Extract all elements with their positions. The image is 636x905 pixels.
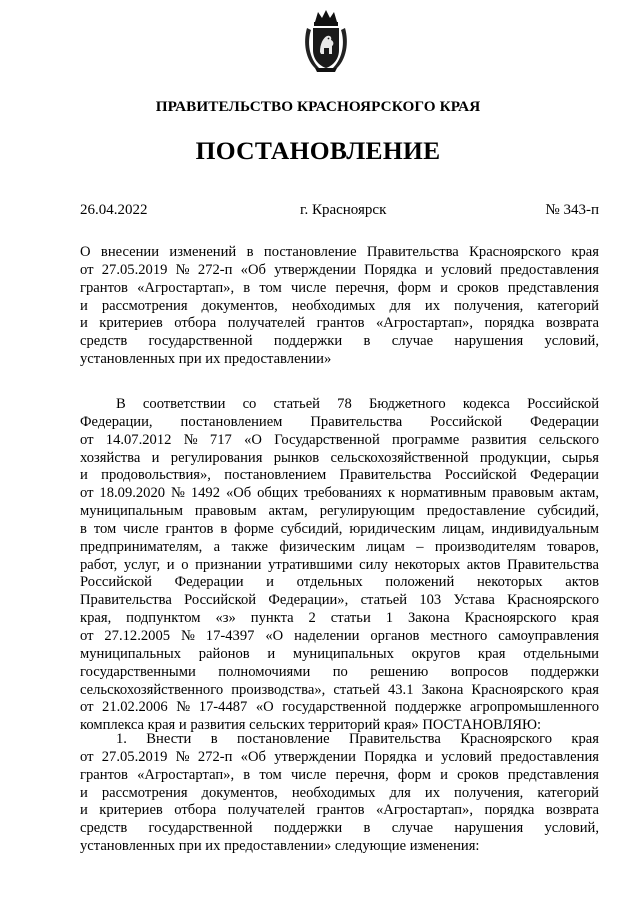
item-line: средств государственной поддержки в случае нарушения условий, [80, 820, 599, 837]
title-line: средств государственной поддержки в случае нарушения условий, [80, 333, 599, 350]
body-line: от 27.12.2005 № 17-4397 «О наделении органов местного самоуправления [80, 627, 599, 644]
document-date: 26.04.2022 [80, 202, 148, 218]
item-line: от 27.05.2019 № 272-п «Об утверждении Порядка и условий предоставления [80, 748, 599, 765]
body-line: муниципальных районов и муниципальных округов края отдельными [80, 645, 599, 662]
body-line: края, подпунктом «з» пункта 2 статьи 1 Закона Красноярского края [80, 610, 599, 627]
title-line: грантов «Агростартап», в том числе перечня, форм и сроков представления [80, 279, 599, 296]
document-type-title: ПОСТАНОВЛЕНИЕ [195, 136, 441, 165]
resolution-title [80, 244, 599, 369]
body-line: Российской Федерации и отдельных положений некоторых актов [80, 574, 599, 591]
item-line: и рассмотрения документов, необходимых для их получения, категорий [80, 784, 599, 801]
document-meta-row [80, 202, 599, 222]
body-line: предпринимателям, а также физическим лицам – производителям товаров, [80, 538, 599, 555]
body-line: государственными полномочиями по решению вопросов поддержки [80, 663, 599, 680]
body-line: от 18.09.2020 № 1492 «Об общих требованиях к нормативным правовым актам, [80, 485, 599, 502]
item-line: установленных при их предоставлении» следующие изменения: [80, 838, 480, 855]
item-line: грантов «Агростартап», в том числе перечня, форм и сроков представления [80, 766, 599, 783]
body-line: комплекса края и развития сельских территорий края» ПОСТАНОВЛЯЮ: [80, 717, 542, 734]
item-line: 1. Внести в постановление Правительства Красноярского края [116, 731, 599, 747]
body-line: сельскохозяйственного производства», статьей 43.1 Закона Красноярского края [80, 681, 599, 698]
title-line: установленных при их предоставлении» [80, 351, 332, 368]
body-line: муниципальным правовым актам, регулирующим предоставление субсидий, [80, 503, 599, 520]
body-line: работ, услуг, и о признании утратившими силу некоторых актов Правительства [80, 556, 599, 573]
preamble-paragraph [80, 396, 599, 735]
body-line: Правительства Российской Федерации», статьей 103 Устава Красноярского [80, 592, 599, 609]
body-line: в том числе грантов в форме субсидий, юридическим лицам, индивидуальным [80, 520, 599, 537]
title-line: и рассмотрения документов, необходимых для их получения, категорий [80, 297, 599, 314]
body-line: от 21.02.2006 № 17-4487 «О государственной поддержке агропромышленного [80, 699, 599, 716]
item-line: и критериев отбора получателей грантов «Агростартап», порядка возврата [80, 802, 599, 819]
document-city: г. Красноярск [300, 202, 387, 218]
title-line: О внесении изменений в постановление Правительства Красноярского края [80, 244, 599, 260]
government-title: ПРАВИТЕЛЬСТВО КРАСНОЯРСКОГО КРАЯ [155, 98, 481, 115]
body-line: хозяйства и регулирования рынков сельскохозяйственной продукции, сырья [80, 449, 599, 466]
body-line: и продовольствия», постановлением Правительства Российской Федерации [80, 467, 599, 484]
item-1-paragraph [80, 731, 599, 856]
body-line: В соответствии со статьей 78 Бюджетного кодекса Российской [116, 396, 599, 412]
document-number: № 343-п [545, 202, 599, 218]
body-line: Федерации, постановлением Правительства Российской Федерации [80, 413, 599, 430]
title-line: и критериев отбора получателей грантов «Агростартап», порядка возврата [80, 315, 599, 332]
krasnoyarsk-coat-of-arms-icon [301, 8, 351, 74]
title-line: от 27.05.2019 № 272-п «Об утверждении Порядка и условий предоставления [80, 261, 599, 278]
body-line: от 14.07.2012 № 717 «О Государственной программе развития сельского [80, 431, 599, 448]
